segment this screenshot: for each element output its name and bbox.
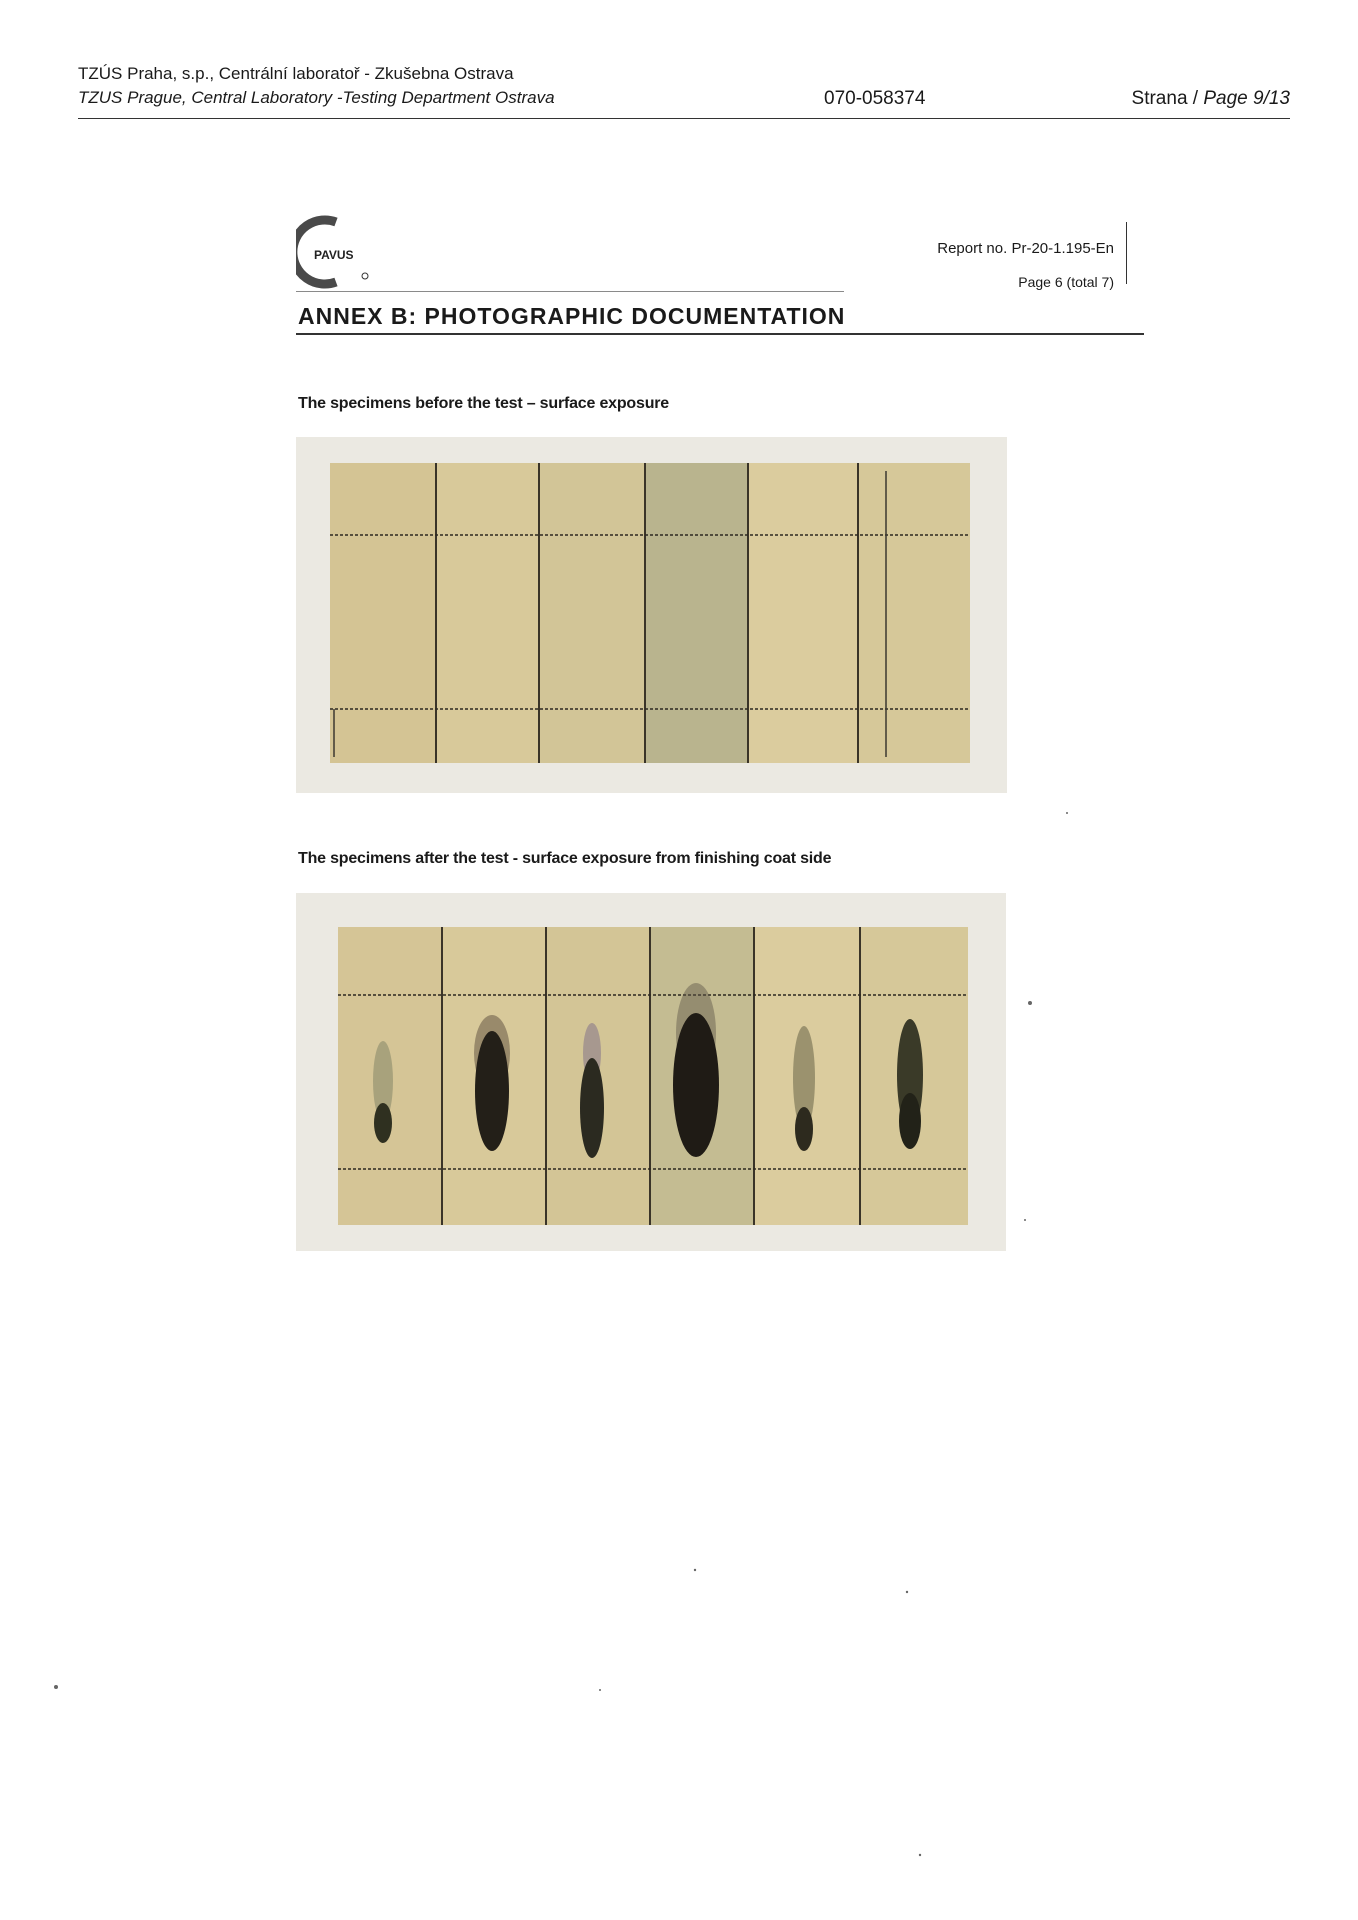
pavus-logo	[296, 212, 386, 292]
specimen-3	[539, 463, 645, 763]
photo-specimens-before-test	[296, 437, 1007, 793]
logo-text: PAVUS	[314, 248, 354, 262]
page-prefix: Strana /	[1131, 88, 1204, 109]
report-info-box	[916, 222, 1127, 290]
specimen-2	[436, 463, 539, 763]
inner-report-header	[296, 212, 1146, 292]
organization-name-english: TZUS Prague, Central Laboratory -Testing Department Ostrava	[78, 88, 555, 107]
page-number-english: Page 9/13	[1203, 88, 1290, 109]
report-number: Report no. Pr-20-1.195-En	[937, 240, 1114, 257]
specimen-6	[858, 463, 970, 763]
organization-name-czech: TZÚS Praha, s.p., Centrální laboratoř - Zkušebna Ostrava	[78, 64, 514, 83]
photo-caption-after: The specimens after the test - surface exposure from finishing coat side	[298, 850, 832, 867]
annex-title: ANNEX B: PHOTOGRAPHIC DOCUMENTATION	[298, 303, 846, 329]
photo-specimens-after-test	[296, 893, 1006, 1251]
page-number	[1132, 88, 1290, 110]
specimen-1	[330, 463, 436, 763]
specimen-5	[748, 463, 858, 763]
document-number: 070-058374	[824, 88, 926, 109]
header-divider	[296, 291, 844, 292]
report-page: Page 6 (total 7)	[1018, 274, 1114, 290]
specimen-4	[645, 463, 748, 763]
photo-caption-before: The specimens before the test – surface exposure	[298, 395, 669, 412]
page-header	[78, 62, 1290, 119]
annex-title-underline	[296, 333, 1144, 335]
